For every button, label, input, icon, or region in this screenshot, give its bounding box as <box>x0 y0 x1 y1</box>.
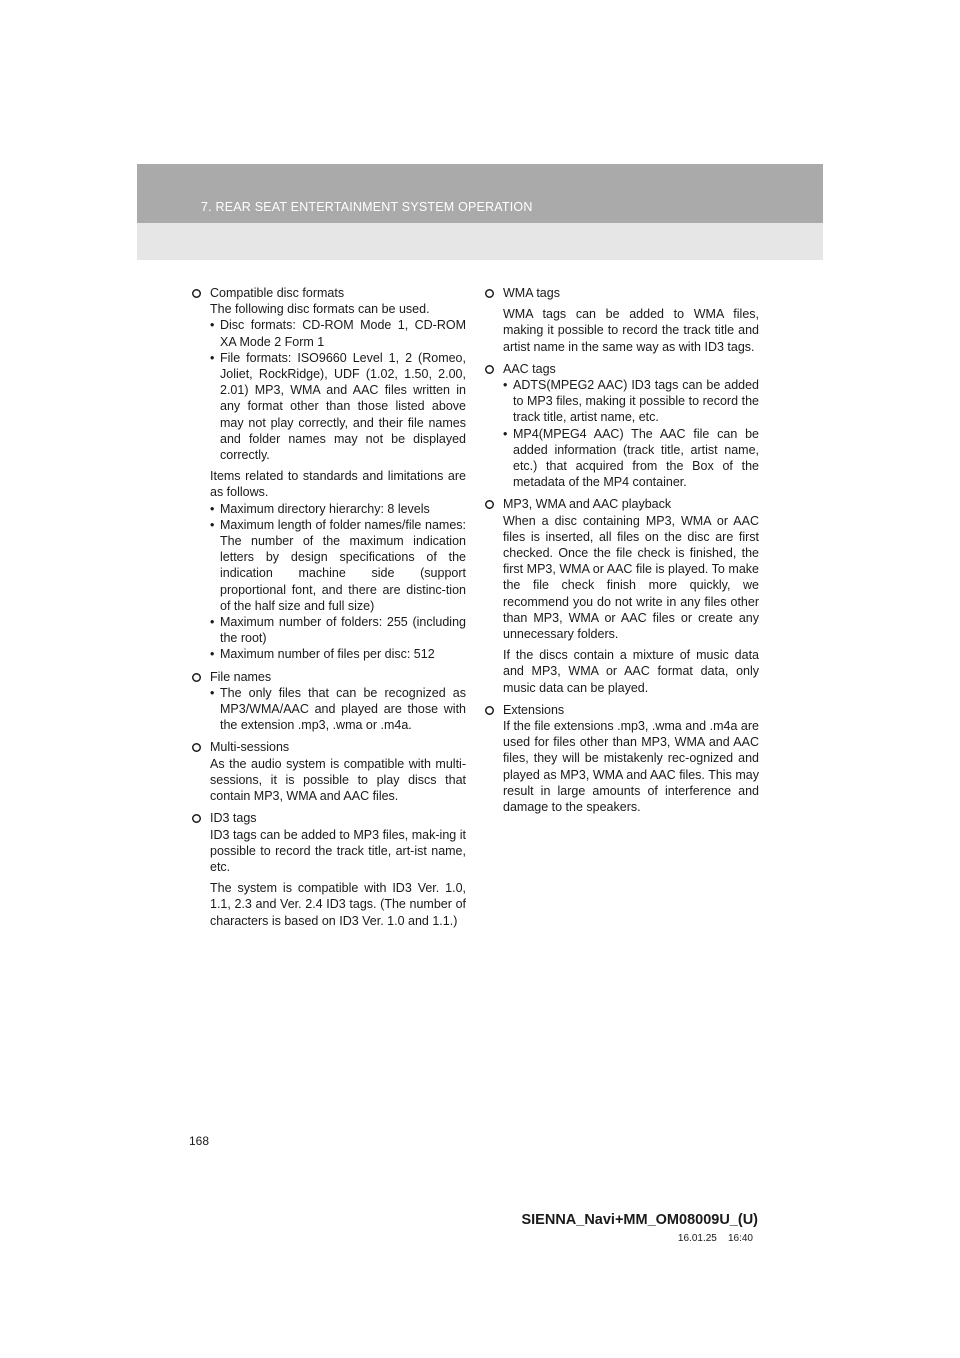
sub-bullet-item <box>210 501 466 517</box>
check-circle-icon <box>485 289 494 298</box>
item-title: Multi-sessions <box>210 740 290 755</box>
page-number: 168 <box>189 1134 210 1148</box>
section-header <box>137 164 823 260</box>
paragraph: When a disc containing MP3, WMA or AAC files is inserted, all files on the disc are first checked. Once the file check is finished, the first MP3, WMA or AAC file is played. To make the file check finish more quickly, we recommend you do not write in any files other than MP3, WMA or AAC files or create any unnecessary folders. <box>503 513 759 642</box>
item-title: MP3, WMA and AAC playback <box>503 497 672 512</box>
paragraph: If the discs contain a mixture of music data and MP3, WMA or AAC format data, only music data can be played. <box>503 648 759 695</box>
paragraph: The system is compatible with ID3 Ver. 1.0, 1.1, 2.3 and Ver. 2.4 ID3 tags. (The number of characters is based on ID3 Ver. 1.0 and 1.1.) <box>210 881 466 928</box>
sub-bullet-text: Maximum directory hierarchy: 8 levels <box>220 501 430 516</box>
check-circle-icon <box>485 706 494 715</box>
item-title: File names <box>210 669 272 684</box>
document-timestamp: 16.01.25 16:40 <box>677 1233 753 1244</box>
bullet-dot: • <box>210 501 215 516</box>
section-item <box>188 285 466 663</box>
section-item <box>481 285 759 355</box>
bullet-dot: • <box>210 685 215 700</box>
sub-bullet-item <box>503 426 759 491</box>
paragraph: The following disc formats can be used. <box>210 302 430 317</box>
bullet-dot: • <box>503 378 508 393</box>
item-title: ID3 tags <box>210 811 257 826</box>
paragraph: Items related to standards and limitations are as follows. <box>210 469 466 500</box>
sub-bullet-text: File formats: ISO9660 Level 1, 2 (Romeo, Joliet, RockRidge), UDF (1.02, 1.50, 2.00, 2.01) MP3, WMA and AAC files written in any format other than those listed above may not play correctly, and their file names and folder names may not be displayed correctly. <box>220 350 466 463</box>
paragraph: ID3 tags can be added to MP3 files, mak-ing it possible to record the track title, art-ist name, etc. <box>210 827 466 874</box>
sub-bullet-item <box>210 685 466 734</box>
left-column <box>188 285 466 935</box>
sub-bullet-text: Maximum length of folder names/file names: The number of the maximum indication letters by design specifications of the indication machine side (support proportional font, and there are distinc-tion of the half size and full size) <box>220 517 466 613</box>
paragraph: WMA tags can be added to WMA files, making it possible to record the track title and artist name in the same way as with ID3 tags. <box>503 307 759 354</box>
sub-bullet-item <box>210 517 466 614</box>
bullet-dot: • <box>210 318 215 333</box>
sub-bullet-text: MP4(MPEG4 AAC) The AAC file can be added information (track title, artist name, etc.) that acquired from the Box of the metadata of the MP4 container. <box>513 426 759 490</box>
check-circle-icon <box>485 500 494 509</box>
check-circle-icon <box>192 673 201 682</box>
sub-bullet-text: Maximum number of folders: 255 (including the root) <box>220 615 466 646</box>
item-title: AAC tags <box>503 361 556 376</box>
item-title: Compatible disc formats <box>210 286 345 300</box>
item-title: WMA tags <box>503 286 560 300</box>
section-item <box>188 810 466 928</box>
document-code: SIENNA_Navi+MM_OM08009U_(U) <box>521 1212 758 1228</box>
section-item <box>481 361 759 491</box>
section-item <box>481 702 759 815</box>
item-title: Extensions <box>503 702 565 717</box>
bullet-dot: • <box>210 350 215 365</box>
section-item <box>188 739 466 804</box>
sub-bullet-text: Disc formats: CD-ROM Mode 1, CD-ROM XA Mode 2 Form 1 <box>220 318 466 349</box>
sub-bullet-text: The only files that can be recognized as MP3/WMA/AAC and played are those with the extension .mp3, .wma or .m4a. <box>220 685 466 733</box>
right-column <box>481 285 759 821</box>
sub-bullet-text: ADTS(MPEG2 AAC) ID3 tags can be added to MP3 files, making it possible to record the track title, artist name, etc. <box>513 378 759 425</box>
bullet-dot: • <box>503 426 508 441</box>
sub-bullet-item <box>503 377 759 426</box>
sub-bullet-item <box>210 614 466 646</box>
sub-bullet-item <box>210 646 466 662</box>
sub-bullet-item <box>210 317 466 349</box>
paragraph: As the audio system is compatible with multi-sessions, it is possible to play discs that contain MP3, WMA and AAC files. <box>210 756 466 804</box>
check-circle-icon <box>192 814 201 823</box>
check-circle-icon <box>192 289 201 298</box>
section-title: 7. REAR SEAT ENTERTAINMENT SYSTEM OPERATION <box>201 200 533 214</box>
sub-bullet-text: Maximum number of files per disc: 512 <box>220 647 435 662</box>
sub-bullet-item <box>210 350 466 463</box>
bullet-dot: • <box>210 647 215 662</box>
check-circle-icon <box>192 743 201 752</box>
section-item <box>481 496 759 695</box>
bullet-dot: • <box>210 517 215 532</box>
paragraph: If the file extensions .mp3, .wma and .m4a are used for files other than MP3, WMA and AAC files, they will be mistakenly rec-ognized and played as MP3, WMA and AAC files. This may result in large amounts of interference and damage to the speakers. <box>503 719 759 815</box>
bullet-dot: • <box>210 615 215 630</box>
check-circle-icon <box>485 365 494 374</box>
section-header-bar <box>137 164 823 223</box>
section-item <box>188 669 466 734</box>
